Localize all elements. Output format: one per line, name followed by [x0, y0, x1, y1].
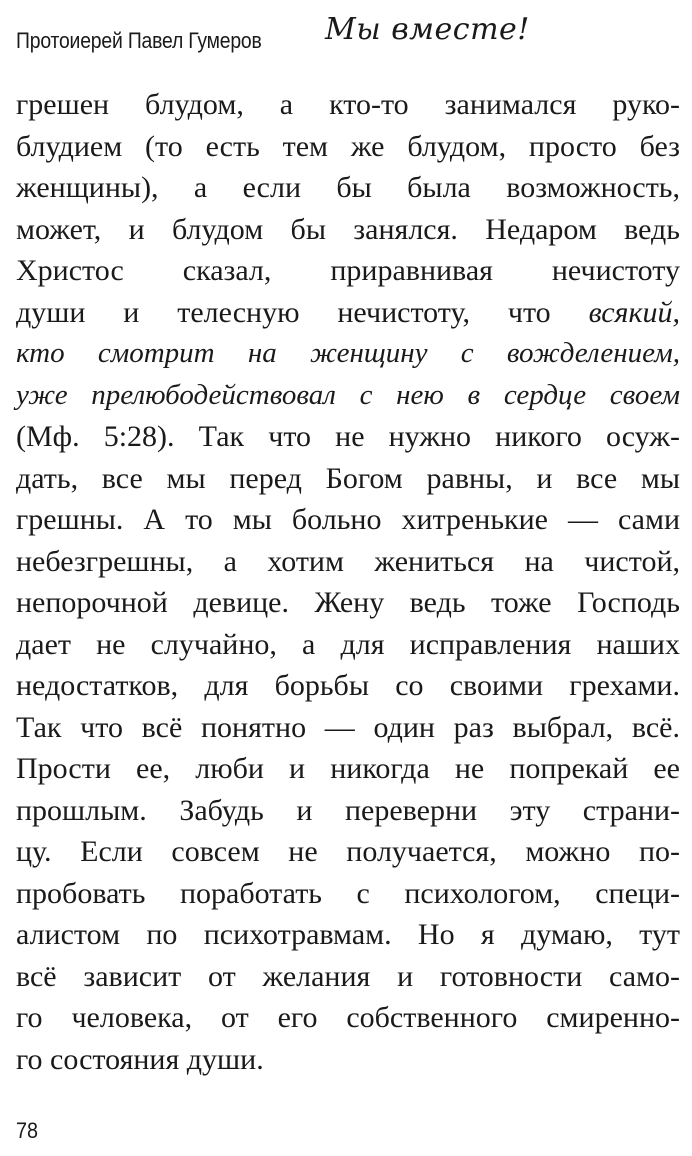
text-line-last: го состояния души.: [16, 1042, 264, 1076]
text-line: цу. Если совсем не получается, можно по-: [16, 835, 680, 868]
text-line-italic: уже прелюбодействовал с нею в сердце своем: [16, 378, 680, 411]
body-text: [16, 84, 680, 1080]
text-line: пробовать поработать с психологом, специ-: [16, 876, 680, 910]
text-line: Прости ее, люби и никогда не попрекай ее: [16, 752, 680, 785]
page-number: 78: [16, 1118, 39, 1143]
text-line: небезгрешны, а хотим жениться на чистой,: [16, 544, 680, 578]
text-line: алистом по психотравмам. Но я думаю, тут: [16, 918, 680, 951]
text-line: Христос сказал, приравнивая нечистоту: [16, 254, 680, 287]
text-line: прошлым. Забудь и переверни эту страни-: [16, 793, 680, 827]
text-line: грешны. А то мы больно хитренькие — сами: [16, 503, 680, 536]
italic-segment: всякий,: [588, 295, 680, 329]
text-line: блудием (то есть тем же блудом, просто без: [16, 129, 680, 163]
text-line-mixed: [16, 292, 680, 334]
text-line: женщины), а если бы была возможность,: [16, 171, 680, 204]
text-line: дать, все мы перед Богом равны, и все мы: [16, 461, 680, 495]
text-line: недостатков, для борьбы со своими грехами.: [16, 669, 680, 702]
text-line-italic: кто смотрит на женщину с вожделением,: [16, 337, 680, 369]
running-header: [16, 18, 295, 64]
text-line: непорочной девице. Жену ведь тоже Господь: [16, 586, 680, 619]
text-line: может, и блудом бы занялся. Недаром ведь: [16, 212, 680, 246]
text-line: грешен блудом, а кто-то занимался руко-: [16, 88, 680, 121]
text-line: всё зависит от желания и готовности само-: [16, 959, 680, 993]
author-name: Протоиерей Павел Гумеров: [16, 28, 262, 53]
text-segment: души и телесную нечистоту, что: [16, 295, 589, 329]
text-line: (Мф. 5:28). Так что не нужно никого осуж-: [16, 420, 680, 453]
text-line: Так что всё понятно — один раз выбрал, всё.: [16, 710, 680, 744]
text-line: го человека, от его собственного смиренно-: [16, 1001, 680, 1034]
book-title: Мы вместе!: [325, 12, 530, 47]
text-line: дает не случайно, а для исправления наших: [16, 627, 680, 661]
